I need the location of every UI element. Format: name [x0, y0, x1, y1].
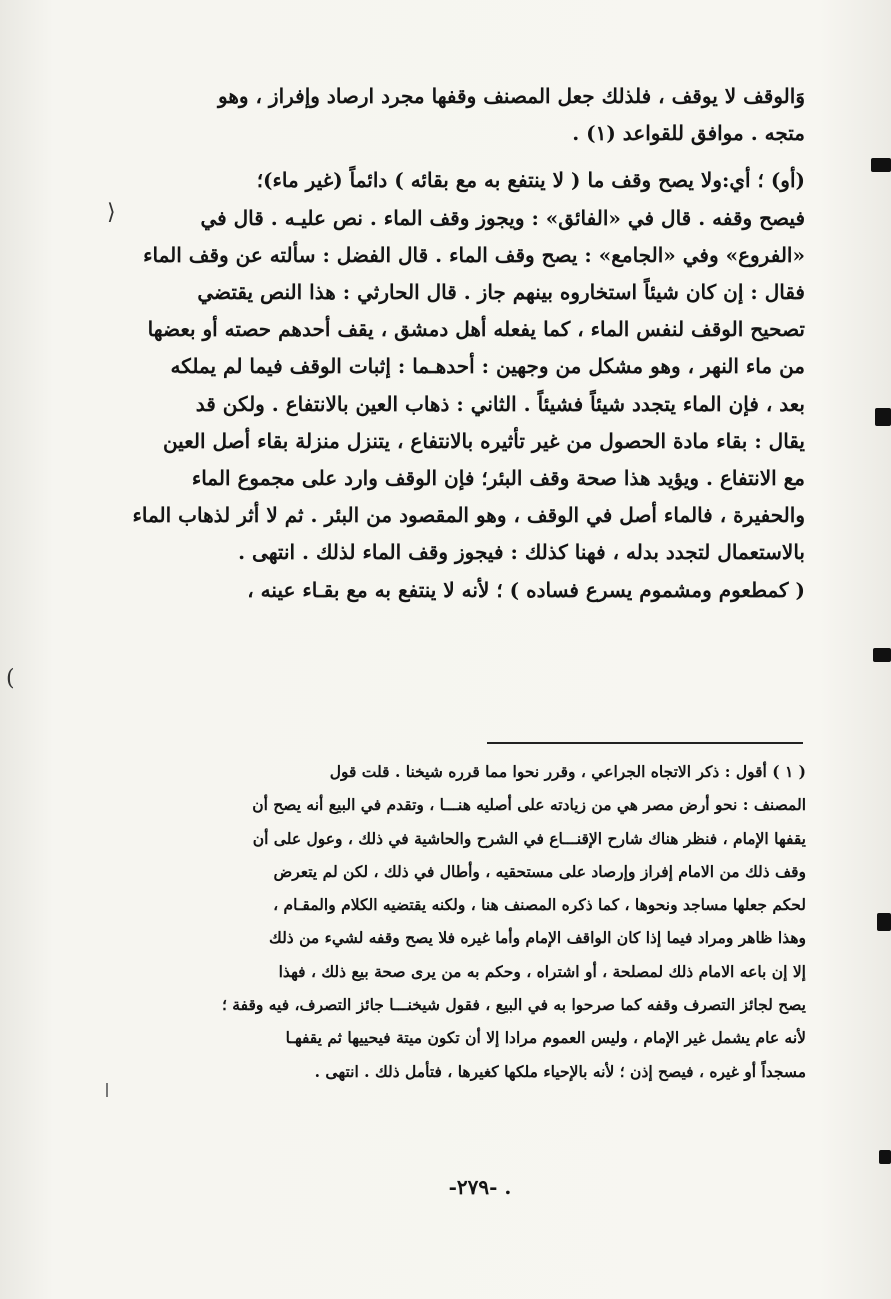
body-line: «الفروع» وفي «الجامع» : يصح وقف الماء . قال الفضل : سألته عن وقف الماء [143, 242, 805, 267]
binding-mark [877, 913, 891, 931]
page-number: . -٢٧٩- [448, 1175, 512, 1199]
footnote-line: مسجداً أو غيره ، فيصح إذن ؛ لأنه بالإحياء ملكها كغيرها ، فتأمل ذلك . انتهى . [314, 1061, 806, 1081]
main-text [100, 78, 805, 609]
scan-speck [106, 1083, 108, 1097]
footnote [186, 755, 806, 1088]
footnote-line: إلا إن باعه الامام ذلك لمصلحة ، أو اشتراه ، وحكم به من يرى صحة بيع ذلك ، فهذا [278, 961, 806, 981]
body-line: فقال : إن كان شيئاً استخاروه بينهم جاز . قال الحارثي : هذا النص يقتضي [197, 280, 805, 305]
body-line: متجه . موافق للقواعد (١) . [572, 121, 805, 146]
binding-mark [871, 158, 891, 172]
body-line: ( كمطعوم ومشموم يسرع فساده ) ؛ لأنه لا ينتفع به مع بقـاء عينه ، [247, 577, 805, 602]
footnote-divider [487, 742, 803, 744]
footnote-line: يقفها الإمام ، فنظر هناك شارح الإقنـــاع في الشرح والحاشية في ذلك ، وعول على أن [252, 828, 806, 848]
footnote-line: لأنه عام يشمل غير الإمام ، وليس العموم مرادا إلا أن تكون ميتة فيحييها ثم يقفهـا [285, 1028, 806, 1048]
body-line: والحفيرة ، فالماء أصل في الوقف ، وهو المقصود من البئر . ثم لا أثر لذهاب الماء [132, 503, 805, 528]
body-line: بعد ، فإن الماء يتجدد شيئاً فشيئاً . الثاني : ذهاب العين بالانتفاع . ولكن قد [195, 391, 805, 416]
footnote-line: وقف ذلك من الامام إفراز وإرصاد على مستحقيه ، وأطال في ذلك ، لكن لم يتعرض [273, 861, 806, 881]
margin-bracket-mark: ( [6, 666, 15, 691]
body-line: من ماء النهر ، وهو مشكل من وجهين : أحدهـما : إثبات الوقف فيما لم يملكه [170, 354, 805, 379]
binding-mark [879, 1150, 891, 1164]
footnote-line: المصنف : نحو أرض مصر هي من زيادته على أصليه هنـــا ، وتقدم في البيع أنه يصح أن [252, 795, 806, 815]
body-line: يقال : بقاء مادة الحصول من غير تأثيره بالانتفاع ، يتنزل منزلة بقاء أصل العين [162, 428, 805, 453]
footnote-line: وهذا ظاهر ومراد فيما إذا كان الواقف الإمام وأما غيره فلا يصح وقفه لشيء من ذلك [269, 928, 806, 948]
body-line: (أو) ؛ أي:ولا يصح وقف ما ( لا ينتفع به مع بقائه ) دائماً (غير ماء)؛ [256, 168, 805, 193]
footnote-line: ( ١ ) أقول : ذكر الاتجاه الجراعي ، وقرر نحوا مما قرره شيخنا . قلت قول [329, 762, 806, 781]
binding-mark [873, 648, 891, 662]
body-line: فيصح وقفه . قال في «الفائق» : ويجوز وقف الماء . نص عليـه . قال في [200, 205, 805, 230]
footnote-line: لحكم جعلها مساجد ونحوها ، كما ذكره المصنف هنا ، ولكنه يقتضيه الكلام والمقـام ، [273, 895, 806, 915]
footnote-line: يصح لجائز التصرف وقفه كما صرحوا به في البيع ، فقول شيخنـــا جائز التصرف، فيه وقفة ؛ [221, 995, 806, 1015]
body-line: مع الانتفاع . ويؤيد هذا صحة وقف البئر؛ فإن الوقف وارد على مجموع الماء [191, 466, 805, 491]
body-line: تصحيح الوقف لنفس الماء ، كما يفعله أهل دمشق ، يقف أحدهم حصته أو بعضها [147, 317, 805, 342]
body-line: بالاستعمال لتجدد بدله ، فهنا كذلك : فيجوز وقف الماء لذلك . انتهى . [238, 540, 805, 565]
binding-mark [875, 408, 891, 426]
body-line: وَالوقف لا يوقف ، فلذلك جعل المصنف وقفها مجرد ارصاد وإفراز ، وهو [218, 84, 805, 108]
margin-bracket-mark: ⟩ [107, 200, 116, 225]
